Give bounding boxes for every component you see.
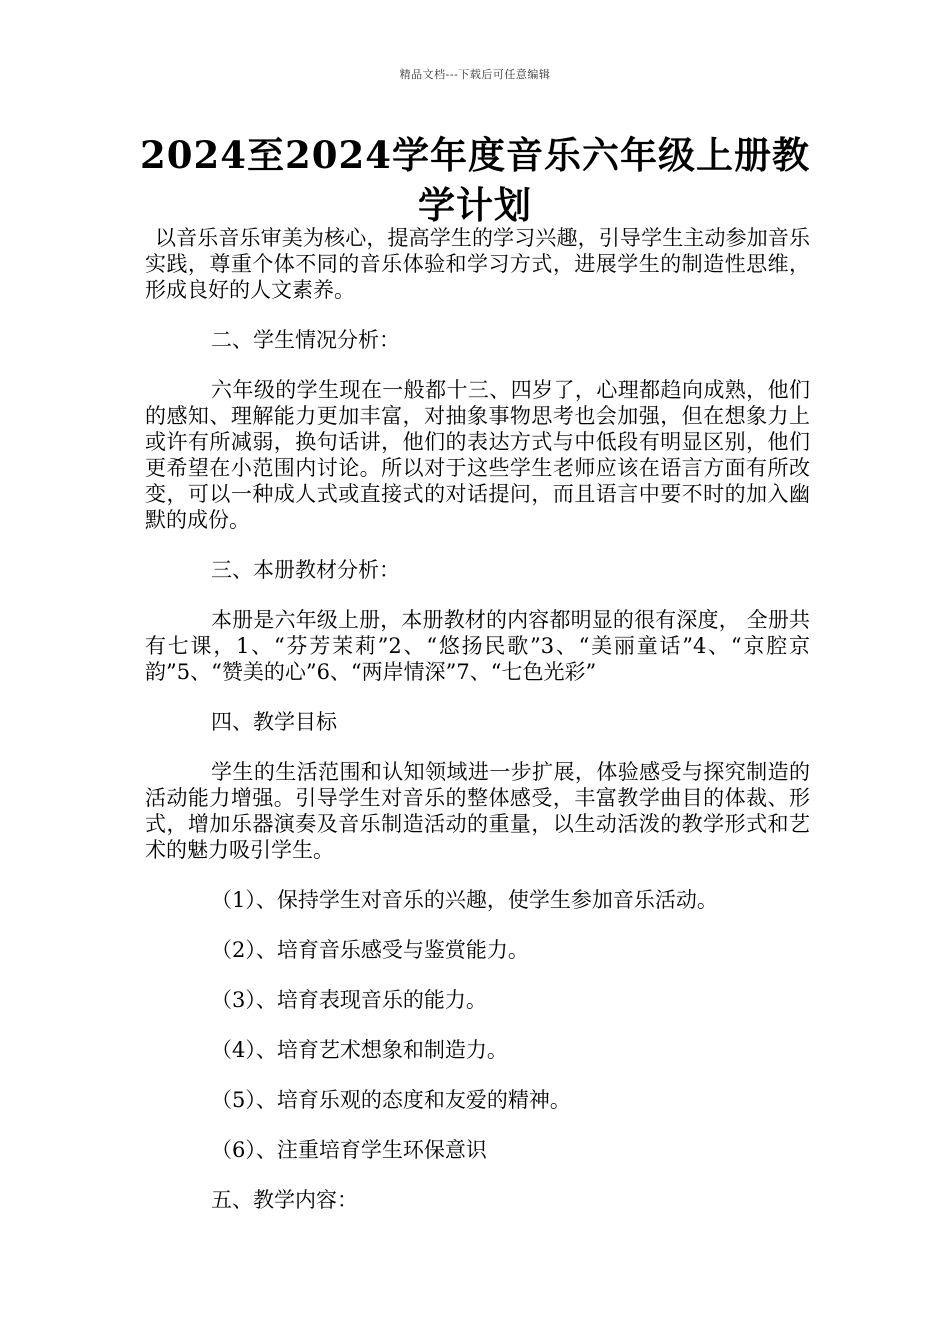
section-heading-textbook-analysis: 三、本册教材分析： xyxy=(211,558,400,582)
student-analysis-paragraph: 六年级的学生现在一般都十三、四岁了，心理都趋向成熟，他们的感知、理解能力更加丰富，对抽象事物思考也会加强，但在想象力上或许有所减弱，换句话讲，他们的表达方式与中低段有明显区别，他们更希望在小范围内讨论。所以对于这些学生老师应该在语言方面有所改变，可以一种成人式或直接式的对话提问，而且语言中要不时的加入幽默的成份。 xyxy=(145,378,810,532)
goal-item: （2）、培育音乐感受与鉴赏能力。 xyxy=(211,938,529,962)
intro-paragraph: 以音乐音乐审美为核心，提高学生的学习兴趣，引导学生主动参加音乐实践，尊重个体不同的音乐体验和学习方式，进展学生的制造性思维，形成良好的人文素养。 xyxy=(145,226,810,302)
goal-item: （6）、注重培育学生环保意识 xyxy=(211,1138,487,1162)
goal-item: （3）、培育表现音乐的能力。 xyxy=(211,988,487,1012)
section-heading-teaching-goals: 四、教学目标 xyxy=(211,710,337,734)
page-header: 精品文档---下载后可任意编辑 xyxy=(399,68,551,81)
section-heading-teaching-content: 五、教学内容： xyxy=(211,1188,358,1212)
goal-item: （1）、保持学生对音乐的兴趣，使学生参加音乐活动。 xyxy=(211,888,718,912)
textbook-analysis-paragraph: 本册是六年级上册，本册教材的内容都明显的很有深度， 全册共有七课，1、“芬芳茉莉”2、“悠扬民歌”3、“美丽童话”4、“京腔京韵”5、“赞美的心”6、“两岸情深”7、“七色光彩” xyxy=(145,608,810,684)
goal-item: （4）、培育艺术想象和制造力。 xyxy=(211,1038,508,1062)
section-heading-student-analysis: 二、学生情况分析： xyxy=(211,328,400,352)
goal-item: （5）、培育乐观的态度和友爱的精神。 xyxy=(211,1088,571,1112)
teaching-goals-paragraph: 学生的生活范围和认知领域进一步扩展，体验感受与探究制造的活动能力增强。引导学生对音乐的整体感受，丰富教学曲目的体裁、形式，增加乐器演奏及音乐制造活动的重量，以生动活泼的教学形式和艺术的魅力吸引学生。 xyxy=(145,760,810,862)
document-body xyxy=(145,225,810,1213)
document-title: 2024至2024学年度音乐六年级上册教学计划 xyxy=(140,133,810,227)
